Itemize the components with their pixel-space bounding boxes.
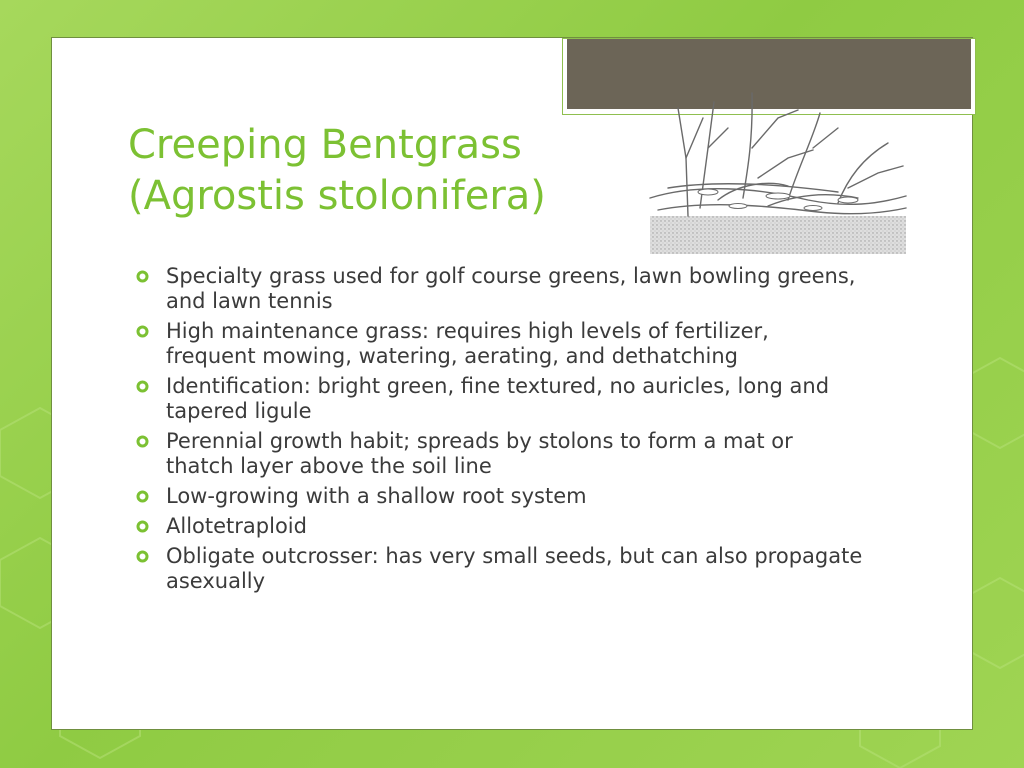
bullet-text: Identification: bright green, fine textured, no auricles, long and tapered ligule [166, 374, 830, 423]
ring-bullet-icon [136, 550, 149, 563]
bullet-text: High maintenance grass: requires high levels of fertilizer, frequent mowing, watering, aerating, and dethatching [166, 319, 769, 368]
title-line-1: Creeping Bentgrass [128, 122, 522, 168]
bullet-item [133, 544, 863, 594]
bullet-text: Low-growing with a shallow root system [166, 484, 587, 508]
bullet-item [133, 514, 863, 539]
ring-bullet-icon [136, 325, 149, 338]
bullet-text: Obligate outcrosser: has very small seeds, but can also propagate asexually [166, 544, 863, 593]
ring-bullet-icon [136, 490, 149, 503]
bullet-item [133, 374, 863, 424]
title-line-2: (Agrostis stolonifera) [128, 173, 546, 219]
bullet-item [133, 429, 863, 479]
grass-drawing-icon [648, 88, 908, 256]
ring-bullet-icon [136, 270, 149, 283]
bullet-item [133, 264, 863, 314]
bullet-list [133, 264, 863, 599]
ring-bullet-icon [136, 435, 149, 448]
bullet-text: Specialty grass used for golf course greens, lawn bowling greens, and lawn tennis [166, 264, 856, 313]
ring-bullet-icon [136, 380, 149, 393]
bullet-text: Perennial growth habit; spreads by stolons to form a mat or thatch layer above the soil line [166, 429, 793, 478]
bullet-item [133, 319, 863, 369]
ring-bullet-icon [136, 520, 149, 533]
bullet-text: Allotetraploid [166, 514, 307, 538]
slide-title [128, 120, 648, 222]
bullet-item [133, 484, 863, 509]
